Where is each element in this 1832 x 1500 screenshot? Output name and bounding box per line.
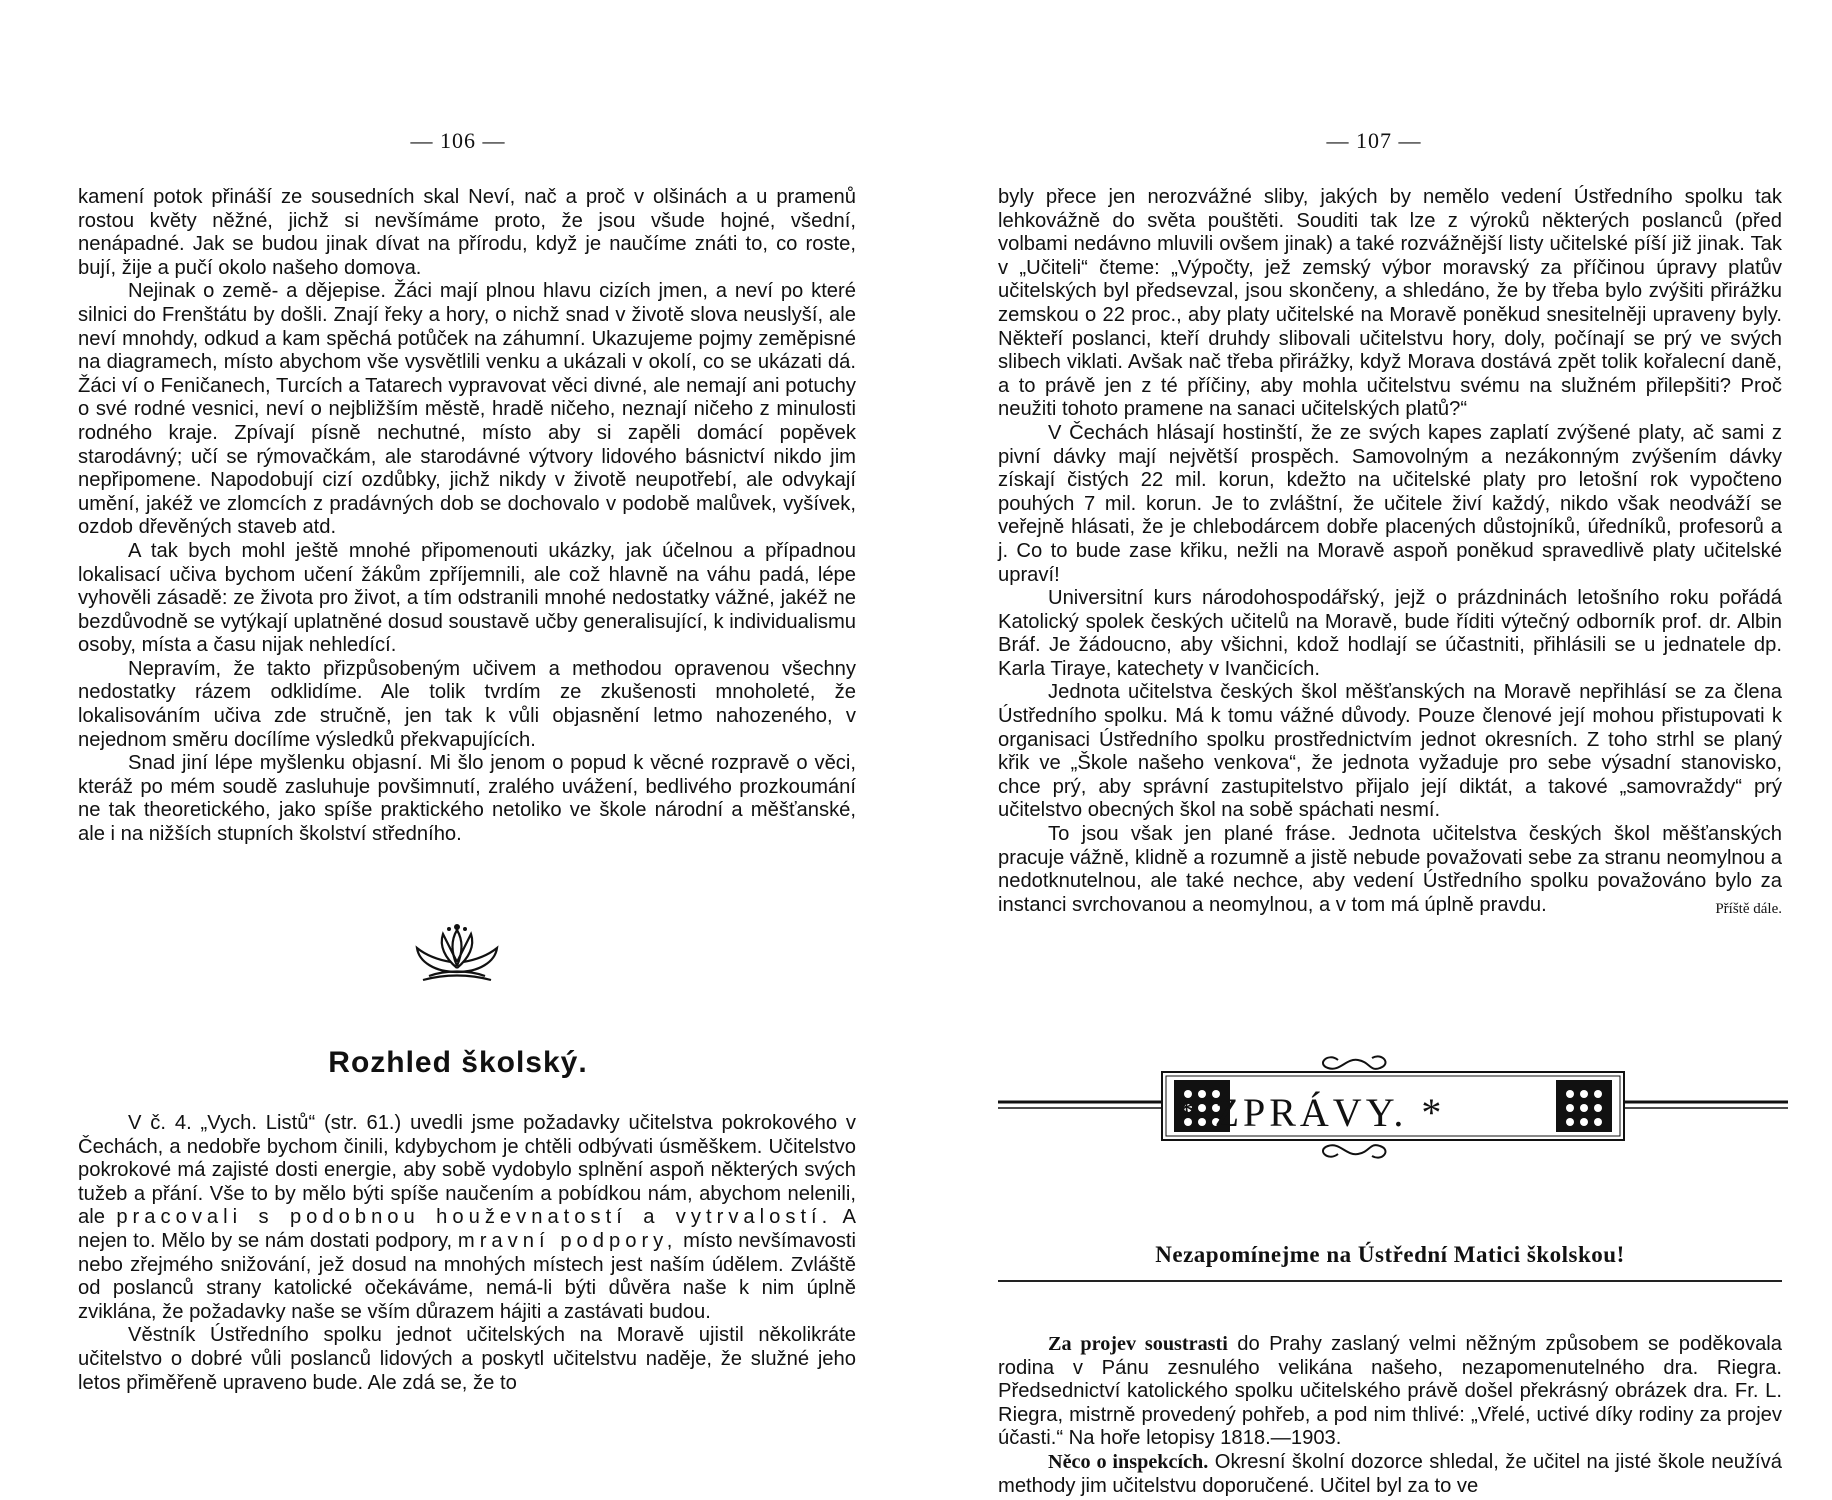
continued-note: Příště dále. (1715, 900, 1782, 917)
right-text-column (998, 186, 1782, 921)
article-heading: Nezapomínejme na Ústřední Matici školskou! (1155, 1242, 1625, 1267)
emphasized-text: pracovali s podobnou houževnatostí a vytrvalostí. (116, 1206, 833, 1229)
paragraph: Věstník Ústředního spolku jednot učitelských na Moravě ujistil několikráte učitelstvo o dobré vůli poslanců lidových a poskytl učitelstvu naděje, že služné jeho letos přiměřeně upraveno bude. Ale zdá se, že to (78, 1324, 856, 1394)
left-text-column-lower (78, 1112, 856, 1395)
paragraph: Nejinak o země- a dějepise. Žáci mají plnou hlavu cizích jmen, a neví po které silnici do Frenštátu by došli. Znají řeky a hory, o nichž snad v životě slova neuslyší, ale neví mnohdy, odkud a kam spěchá potůček na záhumní. Ukazujeme pojmy zeměpisné na diagramech, místo abychom vše vysvětlili venku a ukázali v okolí, co se ukázati dá. Žáci ví o Feničanech, Turcích a Tatarech vypravovat věci divné, ale nemají ani potuchy o své rodné vesnici, neví o nejbližším městě, hradě ničeho, neznají ničeho z minulosti rodného kraje. Zpívají písně nechutné, místo aby si zapěli domácí popěvek starodávný; učí se rýmovačkám, ale starodávné výtvory lidového básnictví nikdo jim nepřipomene. Napodobují cizí ozdůbky, jichž nikdy v životě neupotřebí, ale odvykají umění, jakéž ve zlomcích z pradávných dob se dochovalo v podobě malůvek, vyšívek, ozdob dřevěných staveb atd. (78, 280, 856, 539)
paragraph (998, 823, 1782, 917)
text-run: do Prahy zaslaný velmi něžným způsobem se poděkovala rodina v Pánu zesnulého velikána našeho, nezapomenutelného dra. Riegra. Předsednictví katolického spolku učitelského právě došel překrásný obrázek dra. Fr. L. Riegra, mistrně provedený pohřeb, a pod nim thlivé: „Vřelé, uctivé díky rodiny za projev účasti.“ Na hoře letopisy 1818.—1903. (998, 1333, 1783, 1450)
text-run: Okresní školní dozorce shledal, že učitel na jisté škole neužívá methody jim učitelstvu doporučené. Učitel byl za to ve (998, 1450, 1782, 1497)
paragraph: Nepravím, že takto přizpůsobeným učivem a methodou opravenou všechny nedostatky rázem odklidíme. Ale tolik tvrdím ze zkušenosti mnoholeté, že lokalisováním učiva zde stručně, jen tak k vůli objasnění letmo nahozeného, v nejednom směru docílíme výsledků překvapujících. (78, 657, 856, 751)
text-run: V č. 4. „Vych. Listů“ (str. 61.) uvedli jsme požadavky učitelstva pokrokového v Čechách, a nedobře bychom činili, kdybychom je chtěli odbývati úsměškem. Učitelstvo pokrokové má zajisté dosti energie, aby sobě vydobylo splnění aspoň některých svých tužeb a přání. Vše to by mělo býti spíše naučením a pobídkou nám, abychom nelenili, ale (78, 1112, 856, 1229)
run-in-heading: Za projev soustrasti (1048, 1333, 1228, 1355)
run-in-heading: Něco o inspekcích. (1048, 1450, 1209, 1473)
text-run: místo nevšímavosti nebo zřejmého snižování, jež dosud na mnohých místech jest naším údělem. Zvláště od poslanců strany katolické očekáváme, nemá-li býti důvěra naše k nim úplně zviklána, že požadavky naše se vším důrazem hájiti a zastávati budou. (78, 1229, 857, 1323)
right-page (916, 0, 1832, 1500)
page-number-right: — 107 — (1326, 128, 1422, 153)
heading-divider (998, 1280, 1782, 1282)
news-section-title: * ZPRÁVY. * (1176, 1090, 1446, 1135)
paragraph: Universitní kurs národohospodářský, jejž o prázdninách letošního roku pořádá Katolický spolek českých učitelů na Moravě, bude říditi výtečný odborník prof. dr. Albin Bráf. Je žádoucno, aby všichni, kdož hodlají se účastniti, přihlásili se u jednatele dp. Karla Tiraye, katechety v Ivančicích. (998, 587, 1782, 680)
paragraph (78, 1112, 856, 1324)
paragraph (998, 1333, 1782, 1451)
paragraph: Snad jiní lépe myšlenku objasní. Mi šlo jenom o popud k věcné rozpravě o věci, kteráž po mém soudě zasluhuje povšimnutí, zralého uvážení, bedlivého prozkoumání ne tak theoretického, jako spíše praktického netoliko ve škole národní a měšťanské, ale i na nižších stupních školství středního. (78, 752, 856, 846)
paragraph: A tak bych mohl ještě mnohé připomenouti ukázky, jak účelnou a případnou lokalisací učiva bychom učení žákům zpříjemnili, ale což hlavně na váhu padá, lépe vyhověli zásadě: ze života pro život, a tím odstranili mnohé nedostatky vážné, jakéž ne bezdůvodně se vytýkají uplatněné dosud soustavě učby generalisující, k individualismu osoby, místa a času nijak nehledící. (78, 539, 856, 657)
text-run: To jsou však jen plané fráse. Jednota učitelstva českých škol měšťanských pracuje vážně, klidně a rozumně a jistě nebude považovati sebe za stranu neomylnou a nedotknutelnou, ale také nechce, aby vedení Ústředního spolku považováno bylo za instanci svrchovanou a neomylnou, a v tom má úplně pravdu. (998, 823, 1782, 916)
text-run: A nejen to. Mělo by se nám dostati podpory, (78, 1206, 857, 1252)
section-heading: Rozhled školský. (328, 1046, 588, 1079)
left-text-column (78, 186, 856, 847)
paragraph: V Čechách hlásají hostinští, že ze svých kapes zaplatí zvýšené platy, ač sami z pivní dávky mají největší prospěch. Samovolným a nezákonným zvýšením dávky získají čistých 22 mil. korun, kdežto na učitelské platy pro letošní rok vypočteno pouhých 7 mil. korun. Je to zvláštní, že učitele živí každý, nikdo však neodváží se veřejně hlásati, že je chlebodárcem dobře placených důstojníků, úředníků, profesorů a j. Co to bude zase křiku, nežli na Moravě aspoň poněkud spravedlivě platy učitelské upraví! (998, 421, 1782, 586)
paragraph: Jednota učitelstva českých škol měšťanských na Moravě nepřihlásí se za člena Ústředního spolku. Má k tomu vážné důvody. Pouze členové její mohou přistupovati k organisaci Ústředního spolku prostřednictvím jednot okresních. Z toho strhl se planý křik ve „Škole našeho venkova“, že jednota vyžaduje pro sebe výsadní stanovisko, chce prý, aby správní zastupitelstvo přijalo její diktát, a takové „samovraždy“ prý učitelstvo obecných škol na sobě spáchati nesmí. (998, 681, 1782, 822)
paragraph: byly přece jen nerozvážné sliby, jakých by nemělo vedení Ústředního spolku tak lehkovážně do světa pouštěti. Souditi tak lze z výroků některých poslanců (před volbami nedávno mluvili ovšem jinak) a také rozvážnější listy učitelské píší již jinak. Tak v „Učiteli“ čteme: „Výpočty, jež zemský výbor moravský za příčinou úpravy platův učitelských byl předsevzal, jsou skončeny, a shledáno, že by třeba bylo zvýšiti přirážku zemskou o 22 proc., aby platy učitelské na Moravě poněkud snesitelněji upraveny byly. Někteří poslanci, kteří druhdy slibovali učitelstvu hory, doly, počínají se prý ve svých slibech viklati. Avšak nač třeba přirážky, když Morava dostává zpět tolik kořalecní daně, a to právě jen z té příčiny, aby mohla učitelstvu svému na služném přilepšiti? Proč neužiti tohoto pramene na sanaci učitelských platů?“ (998, 186, 1782, 421)
right-text-column-lower (998, 1333, 1782, 1498)
page-number-left: — 106 — (410, 128, 506, 153)
emphasized-text: mravní podpory, (457, 1229, 678, 1252)
paragraph (998, 1451, 1782, 1498)
paragraph: kamení potok přináší ze sousedních skal Neví, nač a proč v olšinách a u pramenů rostou květy něžné, jichž si nevšímáme proto, že jsou všude hojné, všední, nenápadné. Jak se budou jinak dívat na přírodu, když je naučíme znáti to, co roste, bují, žije a pučí okolo našeho domova. (78, 186, 856, 279)
floral-ornament-icon (405, 922, 509, 984)
